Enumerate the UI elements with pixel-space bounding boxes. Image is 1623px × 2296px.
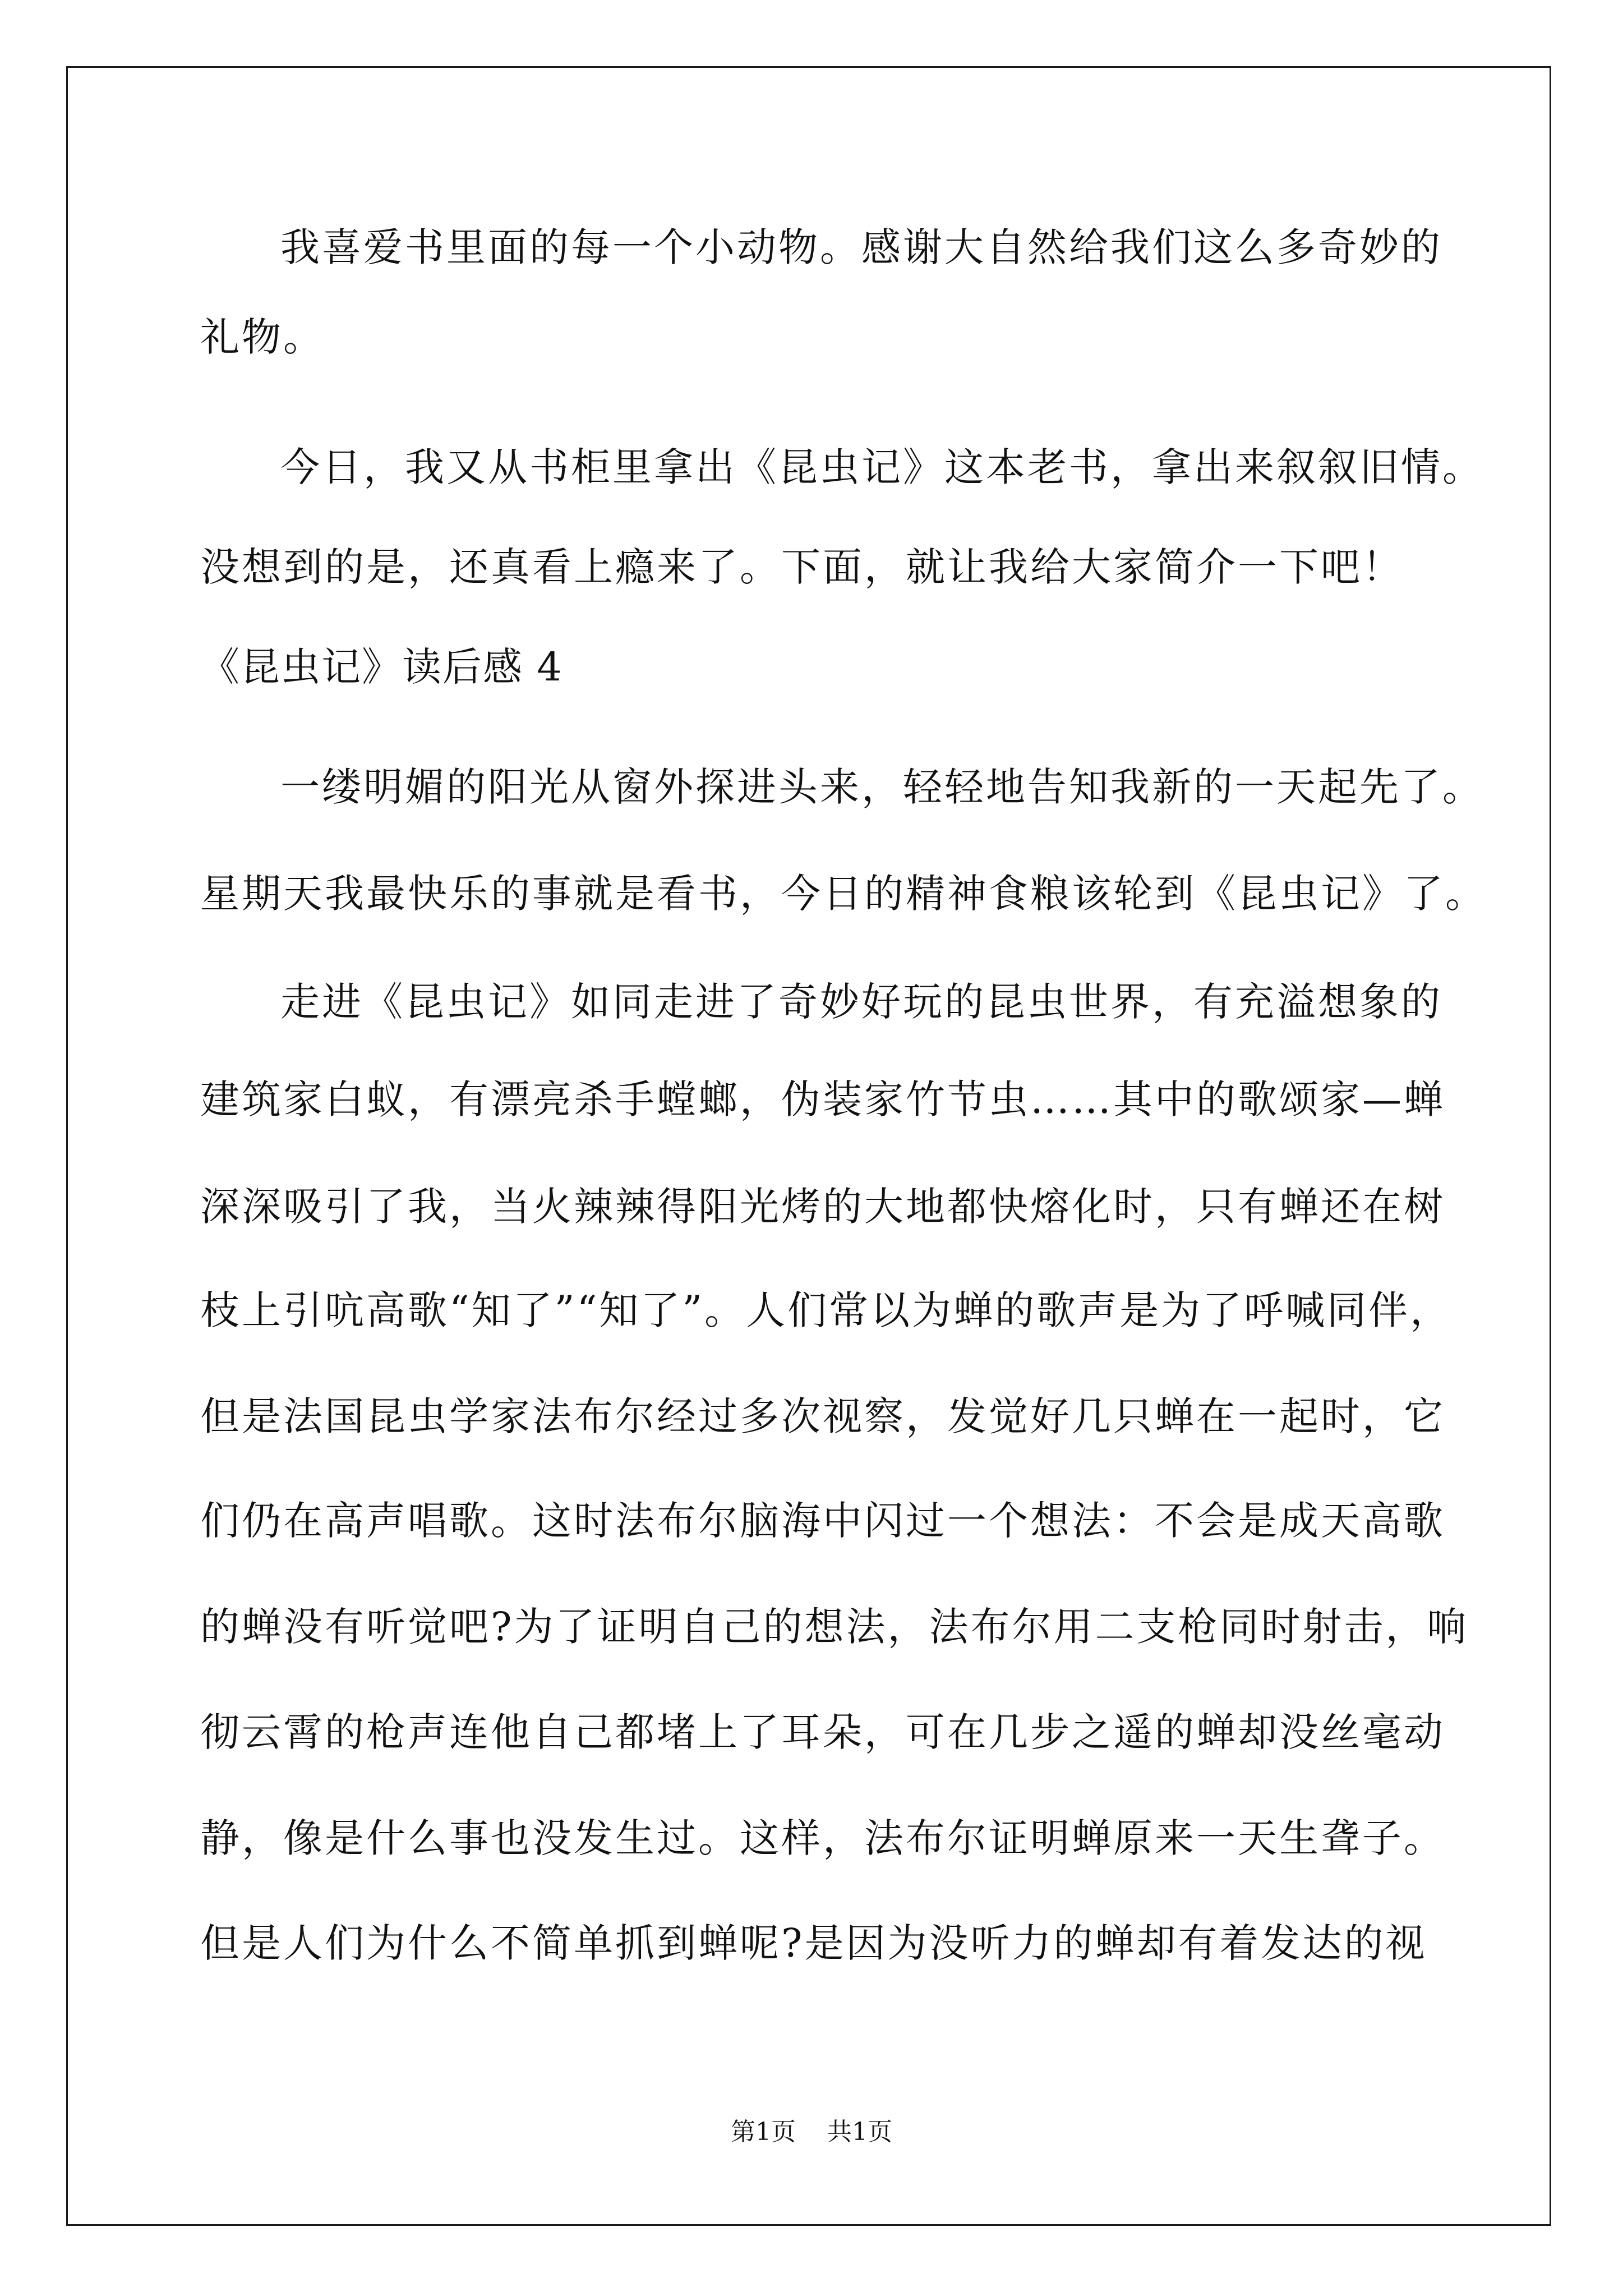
text-line: 彻云霄的枪声连他自己都堵上了耳朵，可在几步之遥的蝉却没丝毫动 [200,1709,1445,1755]
text-line: 星期天我最快乐的事就是看书，今日的精神食粮该轮到《昆虫记》了。 [200,871,1487,917]
page-total: 共1页 [827,2118,892,2146]
page-number: 第1页 [731,2118,796,2146]
text-line: 一缕明媚的阳光从窗外探进头来，轻轻地告知我新的一天起先了。 [280,764,1484,810]
text-line: 建筑家白蚁，有漂亮杀手螳螂，伪装家竹节虫……其中的歌颂家—蝉 [200,1076,1445,1122]
section-heading: 《昆虫记》读后感 4 [200,644,563,690]
text-line: 今日，我又从书柜里拿出《昆虫记》这本老书，拿出来叙叙旧情。 [280,444,1484,490]
text-line: 们仍在高声唱歌。这时法布尔脑海中闪过一个想法：不会是成天高歌 [200,1498,1445,1544]
text-line: 但是法国昆虫学家法布尔经过多次视察，发觉好几只蝉在一起时，它 [200,1393,1445,1439]
text-line: 深深吸引了我，当火辣辣得阳光烤的大地都快熔化时，只有蝉还在树 [200,1184,1445,1230]
page-footer [0,2115,1623,2149]
text-line: 的蝉没有听觉吧?为了证明自己的想法，法布尔用二支枪同时射击，响 [200,1604,1469,1650]
text-line: 礼物。 [200,314,325,360]
page-frame [66,66,1551,2226]
text-line: 我喜爱书里面的每一个小动物。感谢大自然给我们这么多奇妙的 [280,224,1442,270]
text-line: 没想到的是，还真看上瘾来了。下面，就让我给大家简介一下吧！ [200,544,1404,590]
text-line: 枝上引吭高歌“知了”“知了”。人们常以为蝉的歌声是为了呼喊同伴， [200,1287,1452,1333]
text-line: 但是人们为什么不简单抓到蝉呢?是因为没听力的蝉却有着发达的视 [200,1920,1427,1966]
text-line: 走进《昆虫记》如同走进了奇妙好玩的昆虫世界，有充溢想象的 [280,979,1442,1025]
text-line: 静，像是什么事也没发生过。这样，法布尔证明蝉原来一天生聋子。 [200,1815,1445,1861]
